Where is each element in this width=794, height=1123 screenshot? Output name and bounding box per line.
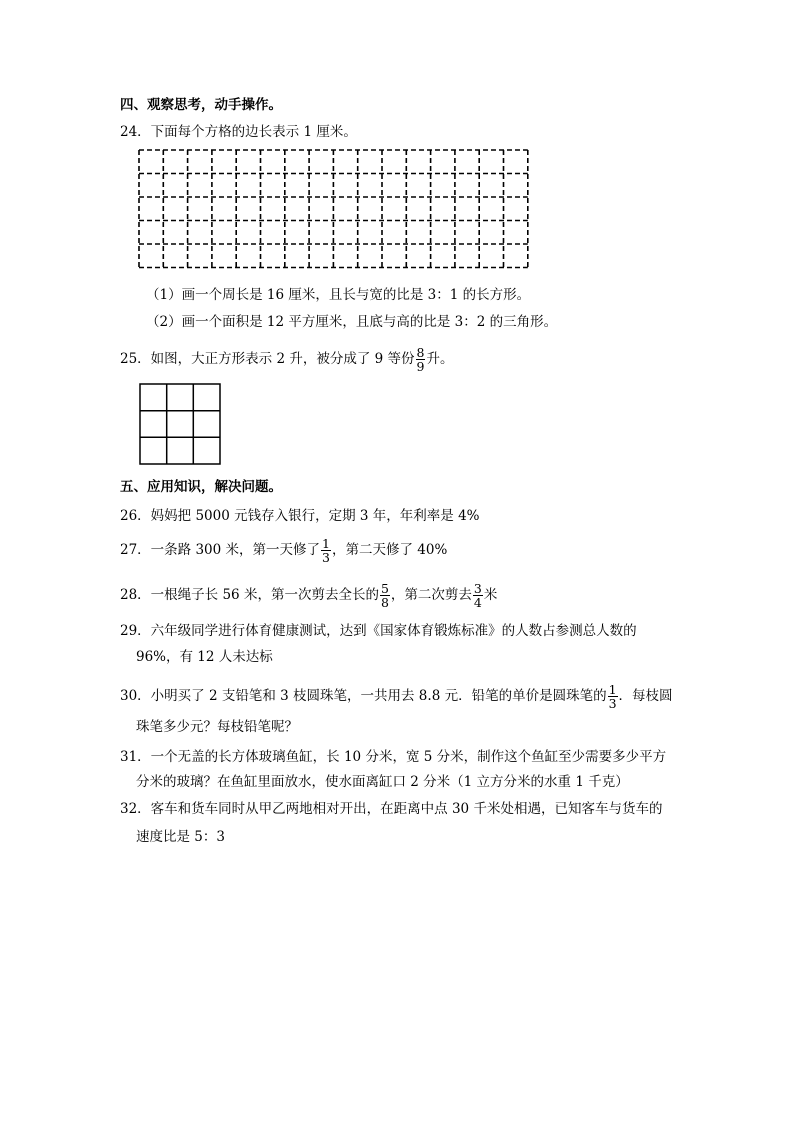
q28-frac1-num: 5: [380, 581, 389, 596]
dashed-grid: [136, 146, 536, 276]
q24-sub2: （2）画一个面积是 12 平方厘米，且底与高的比是 3：2 的三角形。: [146, 314, 558, 330]
q25-pre: 25．如图，大正方形表示 2 升，被分成了 9 等份: [120, 351, 415, 367]
q30-pre: 30．小明买了 2 支铅笔和 3 枝圆珠笔，一共用去 8.8 元．铅笔的单价是圆珠笔的: [120, 688, 607, 704]
q25-text: [120, 346, 453, 373]
q32-line1: 32．客车和货车同时从甲乙两地相对开出，在距离中点 30 千米处相遇，已知客车与货车的: [120, 801, 663, 817]
q30-frac-num: 1: [608, 682, 617, 697]
q26-text: 26．妈妈把 5000 元钱存入银行，定期 3 年，年利率是 4%: [120, 508, 480, 524]
q25-frac-den: 9: [416, 359, 425, 374]
q24-sub1: （1）画一个周长是 16 厘米，且长与宽的比是 3：1 的长方形。: [146, 287, 531, 303]
q29-line1: 29．六年级同学进行体育健康测试，达到《国家体育锻炼标准》的人数占参测总人数的: [120, 623, 637, 639]
q25-fraction: [416, 346, 426, 373]
q32-line2: 速度比是 5：3: [136, 829, 225, 845]
q30-frac-den: 3: [608, 696, 617, 711]
q25-frac-num: 8: [416, 345, 425, 360]
q28-fraction-2: [473, 582, 483, 609]
section4-heading: 四、观察思考，动手操作。: [120, 97, 282, 113]
q27-text: [120, 537, 447, 564]
q28-frac2-den: 4: [473, 595, 482, 610]
q25-post: 升。: [426, 351, 454, 367]
q28-text: [120, 582, 497, 609]
q30-line1: [120, 683, 673, 710]
q30-fraction: [608, 683, 618, 710]
q28-fraction-1: [380, 582, 390, 609]
q28-pre: 28．一根绳子长 56 米，第一次剪去全长的: [120, 587, 379, 603]
q24-text: 24．下面每个方格的边长表示 1 厘米。: [120, 124, 357, 140]
q28-mid: ，第二次剪去: [390, 587, 472, 603]
q29-line2: 96%，有 12 人未达标: [136, 649, 273, 665]
q30-line2: 珠笔多少元？每枝铅笔呢？: [136, 719, 298, 735]
q28-frac1-den: 8: [380, 595, 389, 610]
q28-post: 米: [483, 587, 498, 603]
q27-frac-den: 3: [322, 550, 330, 565]
q27-frac-num: 1: [322, 536, 330, 551]
q27-fraction: [321, 537, 331, 564]
section5-heading: 五、应用知识，解决问题。: [120, 479, 282, 495]
q28-frac2-num: 3: [473, 581, 482, 596]
q27-post: ，第二天修了 40%: [331, 542, 448, 558]
q27-pre: 27．一条路 300 米，第一天修了: [120, 542, 321, 558]
square-3x3-figure: [139, 383, 223, 467]
q31-line1: 31．一个无盖的长方体玻璃鱼缸，长 10 分米，宽 5 分米，制作这个鱼缸至少需要多少平方: [120, 749, 667, 765]
q30-post: ．每枝圆: [618, 688, 673, 704]
q31-line2: 分米的玻璃？在鱼缸里面放水，使水面离缸口 2 分米（1 立方分米的水重 1 千克）: [136, 774, 629, 790]
